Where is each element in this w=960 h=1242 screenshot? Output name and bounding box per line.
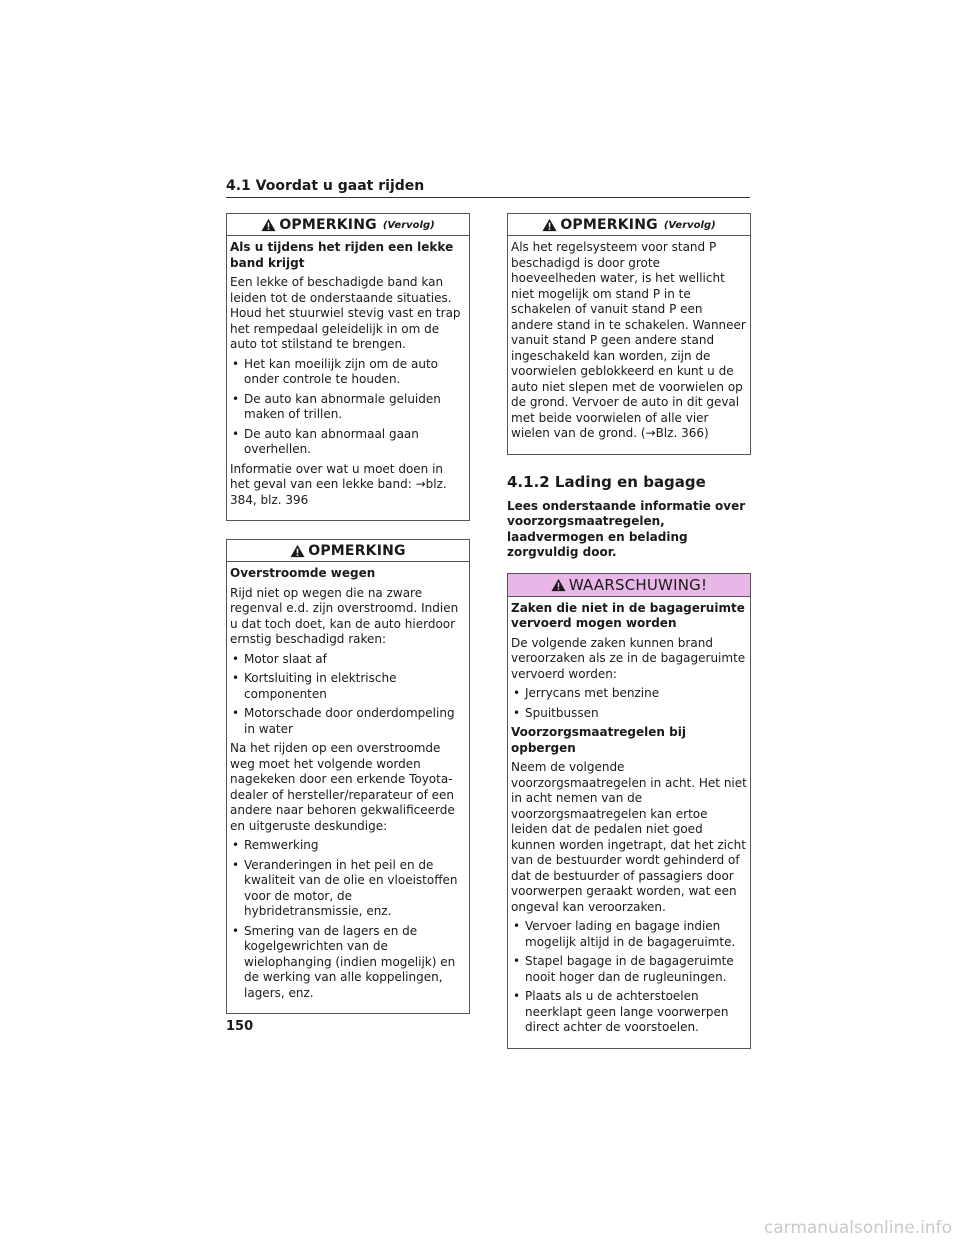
notice-heading: Overstroomde wegen bbox=[230, 566, 376, 580]
right-column bbox=[507, 213, 751, 1067]
notice-box-park-system bbox=[507, 213, 751, 455]
warning-bullet-list bbox=[511, 686, 747, 721]
warning-box-header bbox=[508, 574, 750, 597]
notice-box-flat-tire bbox=[226, 213, 470, 521]
list-item: • Smering van de lagers en de kogelgewrichten van de wielophanging (indien mogelijk) en de werking van alle koppelingen, lagers, enz. bbox=[230, 924, 466, 1002]
notice-paragraph: Na het rijden op een overstroomde weg moet het volgende worden nagekeken door een erkende Toyota-dealer of hersteller/reparateur of een andere naar behoren gekwalificeerde en uitgeruste deskundige: bbox=[230, 741, 455, 833]
warning-paragraph: Neem de volgende voorzorgsmaatregelen in acht. Het niet in acht nemen van de voorzorgsmaatregelen kan ertoe leiden dat de pedalen niet goed kunnen worden ingetrapt, dat het zicht van de bestuurder wordt gehinderd of dat de bestuurder of passagiers door voorwerpen geraakt worden, wat een ongeval kan veroorzaken. bbox=[511, 760, 747, 914]
list-item: • Motor slaat af bbox=[230, 652, 466, 668]
warning-title: WAARSCHUWING! bbox=[568, 575, 708, 594]
notice-continued-label: (Vervolg) bbox=[663, 220, 716, 231]
notice-box-header bbox=[227, 214, 469, 236]
warning-body bbox=[508, 597, 750, 1048]
list-item: • Kortsluiting in elektrische componenten bbox=[230, 671, 466, 702]
notice-box-header bbox=[508, 214, 750, 236]
notice-bullet-list bbox=[230, 652, 466, 738]
warning-triangle-icon bbox=[290, 544, 305, 558]
list-item: • Stapel bagage in de bagageruimte nooit hoger dan de rugleuningen. bbox=[511, 954, 747, 985]
notice-paragraph: Rijd niet op wegen die na zware regenval e.d. zijn overstroomd. Indien u dat toch doet, kan de auto hierdoor ernstig beschadigd raken: bbox=[230, 585, 459, 646]
warning-heading: Voorzorgsmaatregelen bij opbergen bbox=[511, 725, 686, 755]
notice-box-header bbox=[227, 540, 469, 562]
list-item: • Het kan moeilijk zijn om de auto onder controle te houden. bbox=[230, 357, 466, 388]
list-item: • Spuitbussen bbox=[511, 706, 747, 722]
notice-bullet-list bbox=[230, 357, 466, 458]
section-intro: Lees onderstaande informatie over voorzorgsmaatregelen, laadvermogen en belading zorgvuldig door. bbox=[507, 498, 746, 559]
notice-body bbox=[508, 236, 750, 454]
list-item: • Vervoer lading en bagage indien mogelijk altijd in de bagageruimte. bbox=[511, 919, 747, 950]
notice-title: OPMERKING bbox=[279, 216, 377, 233]
list-item: • De auto kan abnormaal gaan overhellen. bbox=[230, 427, 466, 458]
notice-paragraph-reference: Informatie over wat u moet doen in het geval van een lekke band: →blz. 384, blz. 396 bbox=[230, 461, 447, 507]
left-column bbox=[226, 213, 470, 1032]
warning-triangle-icon bbox=[542, 218, 557, 232]
list-item: • Motorschade door onderdompeling in water bbox=[230, 706, 466, 737]
warning-bullet-list bbox=[511, 919, 747, 1036]
notice-body bbox=[227, 236, 469, 520]
section-title: 4.1.2 Lading en bagage bbox=[507, 472, 706, 491]
list-item: • Jerrycans met benzine bbox=[511, 686, 747, 702]
notice-continued-label: (Vervolg) bbox=[382, 220, 435, 231]
notice-bullet-list bbox=[230, 838, 466, 1001]
notice-paragraph: Als het regelsysteem voor stand P beschadigd is door grote hoeveelheden water, is het wellicht niet mogelijk om stand P in te schakelen of vanuit stand P een andere stand in te schakelen. Wanneer vanuit stand P geen andere stand ingeschakeld kan worden, zijn de voorwielen geblokkeerd en kunt u de auto niet slepen met de voorwielen op de grond. Vervoer de auto in dit geval met beide voorwielen of alle vier wielen van de grond. (→Blz. 366) bbox=[511, 240, 746, 440]
list-item: • Plaats als u de achterstoelen neerklapt geen lange voorwerpen direct achter de voorstoelen. bbox=[511, 989, 747, 1036]
list-item: • De auto kan abnormale geluiden maken of trillen. bbox=[230, 392, 466, 423]
warning-triangle-icon bbox=[261, 218, 276, 232]
page-number: 150 bbox=[226, 1019, 254, 1034]
warning-box-luggage bbox=[507, 573, 751, 1049]
notice-paragraph: Een lekke of beschadigde band kan leiden tot de onderstaande situaties. Houd het stuurwiel stevig vast en trap het rempedaal geleidelijk in om de auto tot stilstand te brengen. bbox=[230, 275, 461, 351]
watermark: carmanualsonline.info bbox=[763, 1218, 952, 1238]
notice-body bbox=[227, 562, 469, 1013]
list-item: • Remwerking bbox=[230, 838, 466, 854]
notice-heading: Als u tijdens het rijden een lekke band krijgt bbox=[230, 240, 454, 270]
notice-title: OPMERKING bbox=[560, 216, 658, 233]
section-header: 4.1 Voordat u gaat rijden bbox=[226, 178, 750, 198]
warning-paragraph: De volgende zaken kunnen brand veroorzaken als ze in de bagageruimte vervoerd worden: bbox=[511, 635, 746, 681]
warning-triangle-icon bbox=[551, 578, 566, 592]
list-item: • Veranderingen in het peil en de kwaliteit van de olie en vloeistoffen voor de motor, de hybridetransmissie, enz. bbox=[230, 858, 466, 920]
notice-title: OPMERKING bbox=[308, 542, 406, 559]
warning-heading: Zaken die niet in de bagageruimte vervoerd mogen worden bbox=[511, 600, 745, 630]
notice-box-flooded-roads bbox=[226, 539, 470, 1014]
